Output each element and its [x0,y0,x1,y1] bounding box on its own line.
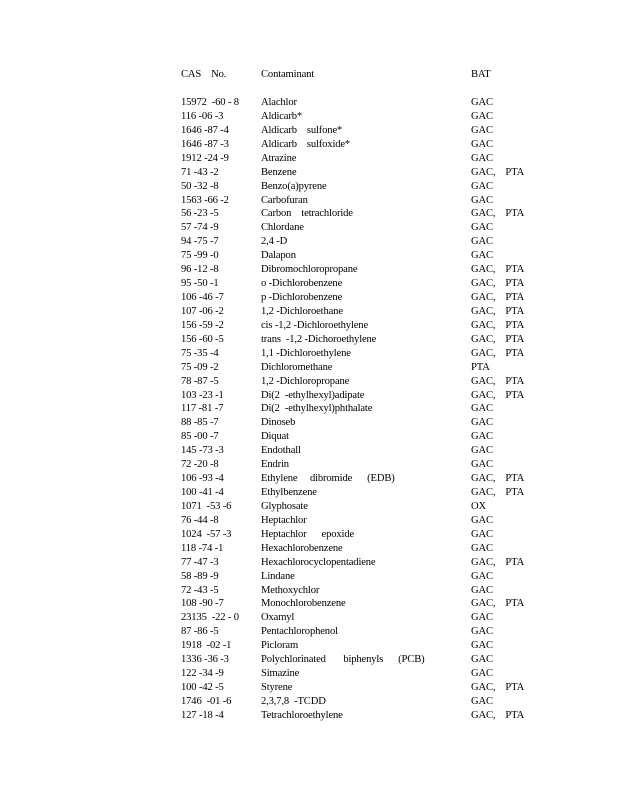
table-row [0,528,618,542]
cas-number: 1918 -02 -1 [181,640,232,652]
bat-value: GAC [471,403,493,415]
table-row [0,444,618,458]
bat-value: GAC [471,431,493,443]
contaminant-name: Lindane [261,570,295,582]
cas-number: 107 -06 -2 [181,305,224,317]
bat-value: GAC [471,222,493,234]
bat-value: GAC [471,250,493,262]
contaminant-name: Methoxychlor [261,584,320,596]
cas-number: 75 -99 -0 [181,250,219,262]
cas-number: 94 -75 -7 [181,236,219,248]
table-row [0,180,618,194]
contaminant-name: Aldicarb sulfoxide* [261,138,351,150]
cas-number: 57 -74 -9 [181,222,219,234]
table-row [0,221,618,235]
cas-number: 58 -89 -9 [181,570,219,582]
table-row [0,305,618,319]
contaminant-name: Di(2 -ethylhexyl)phthalate [261,403,373,415]
bat-value: GAC, PTA [471,709,525,721]
table-row [0,556,618,570]
cas-number: 1336 -36 -3 [181,654,229,666]
table-row [0,361,618,375]
contaminant-name: p -Dichlorobenzene [261,292,343,304]
cas-number: 87 -86 -5 [181,626,219,638]
cas-number: 71 -43 -2 [181,166,219,178]
table-row [0,695,618,709]
bat-value: GAC [471,110,493,122]
bat-value: GAC [471,528,493,540]
table-row [0,110,618,124]
table-row [0,166,618,180]
table-row [0,389,618,403]
contaminant-name: Dalapon [261,250,296,262]
contaminant-name: Tetrachloroethylene [261,709,343,721]
bat-value: GAC [471,138,493,150]
table-row [0,375,618,389]
contaminant-name: Hexachlorocyclopentadiene [261,556,376,568]
cas-number: 116 -06 -3 [181,110,224,122]
bat-value: GAC, PTA [471,347,525,359]
cas-number: 127 -18 -4 [181,709,224,721]
table-row [0,514,618,528]
bat-value: PTA [471,361,490,373]
contaminant-name: Polychlorinated biphenyls (PCB) [261,654,425,666]
table-row [0,709,618,723]
bat-value: GAC [471,570,493,582]
bat-value: GAC, PTA [471,305,525,317]
table-row [0,347,618,361]
contaminant-name: Benzo(a)pyrene [261,180,327,192]
table-row [0,570,618,584]
contaminant-name: Endrin [261,459,289,471]
header-contaminant: Contaminant [261,69,315,80]
table-row [0,319,618,333]
table-row [0,402,618,416]
contaminant-name: Chlordane [261,222,304,234]
contaminant-name: Aldicarb* [261,110,303,122]
contaminant-name: Aldicarb sulfone* [261,124,343,136]
table-row [0,458,618,472]
contaminant-name: Alachlor [261,97,297,108]
table-row [0,124,618,138]
cas-number: 106 -46 -7 [181,292,224,304]
table-row [0,597,618,611]
bat-value: GAC [471,445,493,457]
contaminant-name: Di(2 -ethylhexyl)adipate [261,389,365,401]
table-row [0,639,618,653]
contaminant-name: cis -1,2 -Dichloroethylene [261,319,369,331]
cas-number: 1646 -87 -3 [181,138,229,150]
contaminant-name: Pentachlorophenol [261,626,338,638]
cas-number: 96 -12 -8 [181,264,219,276]
cas-number: 88 -85 -7 [181,417,219,429]
bat-value: GAC [471,668,493,680]
table-row [0,430,618,444]
contaminant-name: Styrene [261,682,293,694]
cas-number: 1563 -66 -2 [181,194,229,206]
bat-value: GAC, PTA [471,166,525,178]
cas-number: 56 -23 -5 [181,208,219,220]
cas-number: 156 -60 -5 [181,333,224,345]
cas-number: 1646 -87 -4 [181,124,229,136]
cas-number: 1912 -24 -9 [181,152,229,164]
bat-value: GAC [471,695,493,707]
contaminant-name: Picloram [261,640,299,652]
cas-number: 23135 -22 - 0 [181,612,239,624]
cas-number: 75 -09 -2 [181,361,219,373]
contaminant-name: Dinoseb [261,417,296,429]
table-row [0,207,618,221]
table-row [0,625,618,639]
contaminant-name: Heptachlor [261,514,307,526]
bat-value: GAC [471,640,493,652]
bat-value: GAC [471,654,493,666]
bat-value: GAC [471,124,493,136]
cas-number: 72 -20 -8 [181,459,219,471]
table-row [0,249,618,263]
table-row [0,667,618,681]
bat-value: GAC, PTA [471,598,525,610]
contaminant-name: Oxamyl [261,612,295,624]
contaminant-name: 2,4 -D [261,236,288,248]
cas-number: 1024 -57 -3 [181,528,232,540]
bat-value: GAC, PTA [471,389,525,401]
contaminant-name: Carbon tetrachloride [261,208,353,220]
contaminant-name: Ethylene dibromide (EDB) [261,473,395,485]
bat-value: GAC, PTA [471,333,525,345]
bat-value: GAC [471,584,493,596]
bat-value: GAC [471,612,493,624]
table-row [0,263,618,277]
contaminant-name: trans -1,2 -Dichoroethylene [261,333,377,345]
cas-number: 106 -93 -4 [181,473,224,485]
cas-number: 117 -81 -7 [181,403,224,415]
contaminant-name: Hexachlorobenzene [261,542,343,554]
table-row [0,291,618,305]
header-bat: BAT [471,69,491,80]
bat-value: GAC [471,417,493,429]
bat-value: GAC, PTA [471,487,525,499]
bat-value: GAC, PTA [471,264,525,276]
cas-number: 108 -90 -7 [181,598,224,610]
table-row [0,472,618,486]
table-row [0,96,618,110]
cas-number: 78 -87 -5 [181,375,219,387]
contaminant-name: Monochlorobenzene [261,598,346,610]
contaminant-name: Carbofuran [261,194,308,206]
table-row [0,138,618,152]
cas-number: 156 -59 -2 [181,319,224,331]
cas-number: 1746 -01 -6 [181,695,232,707]
contaminant-name: Simazine [261,668,300,680]
cas-number: 118 -74 -1 [181,542,224,554]
table-row [0,681,618,695]
contaminant-name: Atrazine [261,152,297,164]
contaminant-name: 1,1 -Dichloroethylene [261,347,351,359]
table-row [0,416,618,430]
bat-value: GAC [471,236,493,248]
cas-number: 100 -41 -4 [181,487,224,499]
table-row [0,333,618,347]
contaminant-name: Dichloromethane [261,361,333,373]
contaminant-name: Ethylbenzene [261,487,317,499]
table-header [0,68,618,82]
contaminant-name: Endothall [261,445,301,457]
bat-value: OX [471,500,487,512]
cas-number: 100 -42 -5 [181,682,224,694]
bat-value: GAC [471,626,493,638]
bat-value: GAC, PTA [471,682,525,694]
bat-value: GAC [471,194,493,206]
cas-number: 122 -34 -9 [181,668,224,680]
cas-number: 77 -47 -3 [181,556,219,568]
table-row [0,235,618,249]
contaminant-name: Dibromochloropropane [261,264,358,276]
contaminant-name: 1,2 -Dichloropropane [261,375,350,387]
bat-value: GAC, PTA [471,556,525,568]
table-row [0,611,618,625]
header-cas-no: CAS No. [181,69,227,80]
contaminant-name: 2,3,7,8 -TCDD [261,695,326,707]
table-row [0,542,618,556]
cas-number: 145 -73 -3 [181,445,224,457]
cas-number: 75 -35 -4 [181,347,219,359]
bat-value: GAC [471,459,493,471]
bat-value: GAC, PTA [471,473,525,485]
table-row [0,486,618,500]
bat-value: GAC [471,180,493,192]
contaminant-name: Heptachlor epoxide [261,528,355,540]
table-row [0,500,618,514]
bat-value: GAC, PTA [471,319,525,331]
cas-number: 50 -32 -8 [181,180,219,192]
table-row [0,152,618,166]
bat-value: GAC [471,542,493,554]
cas-number: 72 -43 -5 [181,584,219,596]
cas-number: 76 -44 -8 [181,514,219,526]
contaminant-name: Benzene [261,166,297,178]
cas-number: 95 -50 -1 [181,278,219,290]
table-row [0,277,618,291]
cas-number: 85 -00 -7 [181,431,219,443]
contaminant-name: o -Dichlorobenzene [261,278,343,290]
contaminant-name: Glyphosate [261,500,308,512]
bat-value: GAC, PTA [471,208,525,220]
bat-value: GAC, PTA [471,278,525,290]
table-row [0,194,618,208]
cas-number: 15972 -60 - 8 [181,97,239,108]
bat-value: GAC, PTA [471,292,525,304]
bat-value: GAC [471,97,493,108]
bat-value: GAC [471,152,493,164]
cas-number: 103 -23 -1 [181,389,224,401]
cas-number: 1071 -53 -6 [181,500,232,512]
contaminant-name: Diquat [261,431,289,443]
bat-value: GAC, PTA [471,375,525,387]
contaminant-name: 1,2 -Dichloroethane [261,305,343,317]
table-row [0,653,618,667]
table-row [0,584,618,598]
bat-value: GAC [471,514,493,526]
